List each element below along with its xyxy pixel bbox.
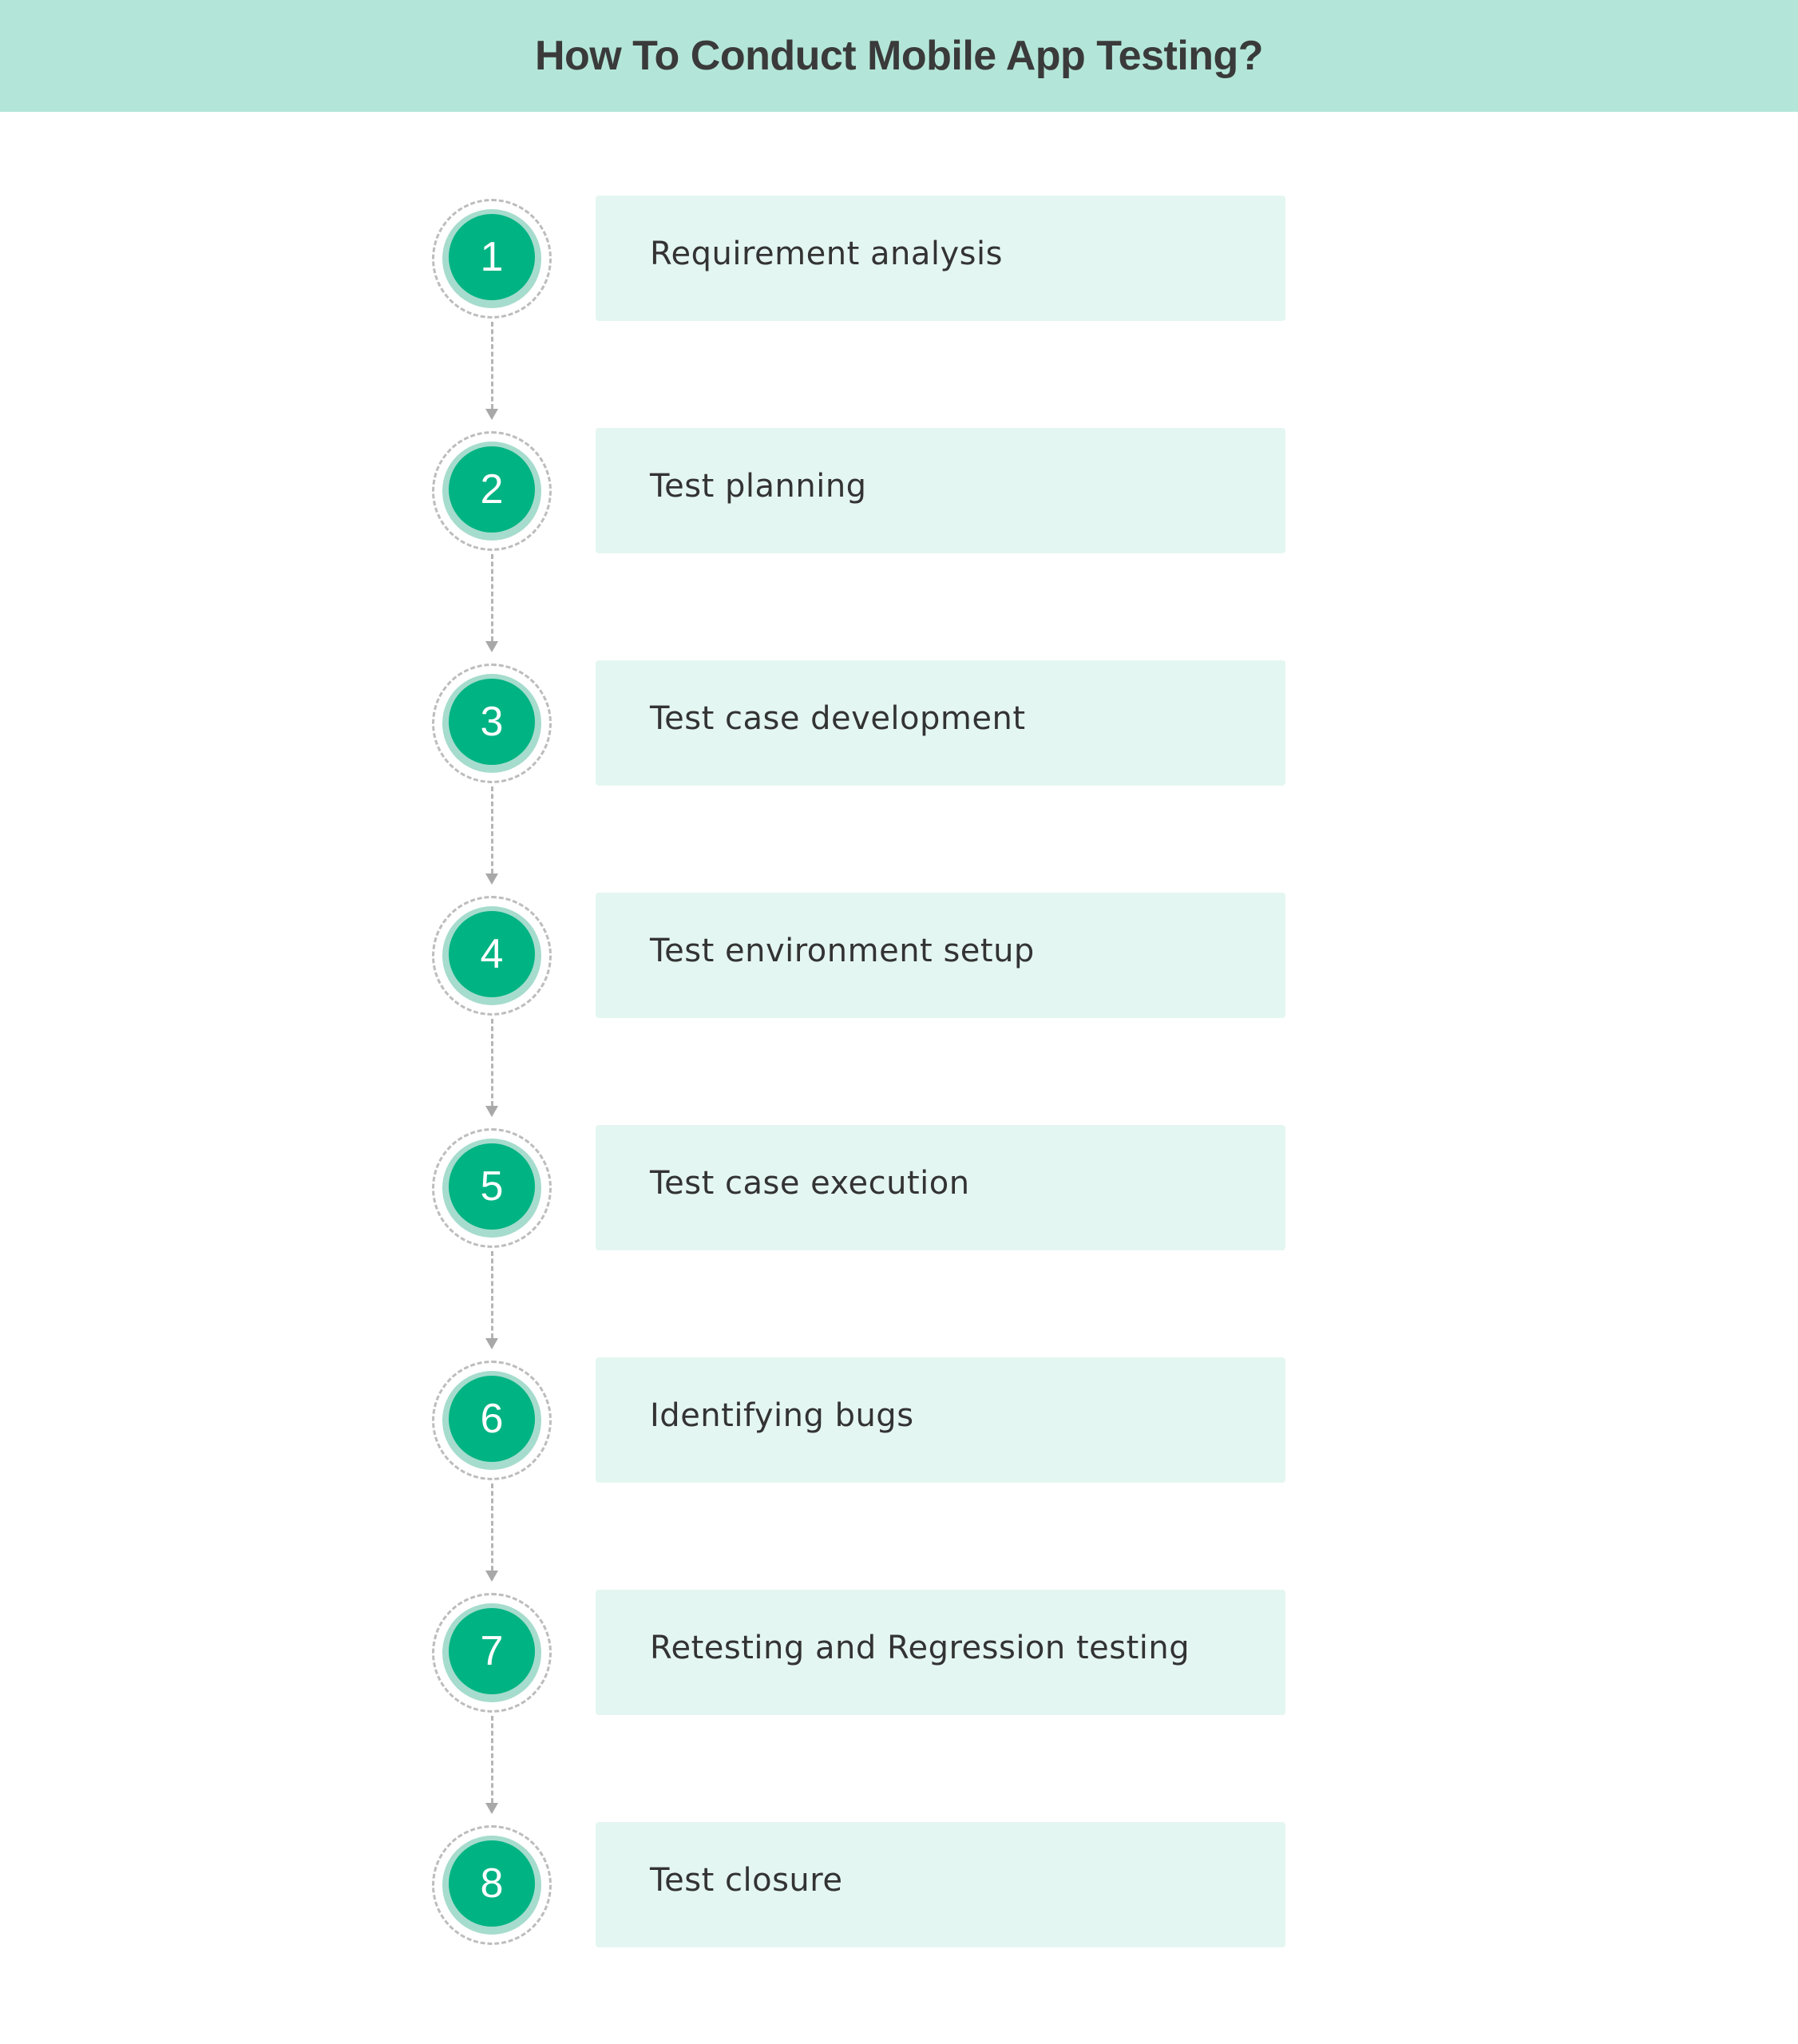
arrow-down-icon xyxy=(485,1338,498,1349)
arrow-down-icon xyxy=(485,1803,498,1814)
step-connector-line xyxy=(491,1483,493,1571)
step-label: Test planning xyxy=(650,467,867,505)
step-circle-ring xyxy=(442,209,541,308)
arrow-down-icon xyxy=(485,641,498,652)
step-circle-ring xyxy=(442,1139,541,1238)
step-number-badge: 4 xyxy=(449,911,535,997)
step-circle-outline xyxy=(432,1361,552,1480)
step-number-badge: 2 xyxy=(449,446,535,533)
step-box xyxy=(596,196,1285,321)
step-box xyxy=(596,1125,1285,1250)
step-label: Test case development xyxy=(650,699,1026,737)
arrow-down-icon xyxy=(485,1106,498,1117)
step-label: Retesting and Regression testing xyxy=(650,1629,1190,1666)
step-label: Identifying bugs xyxy=(650,1396,914,1434)
step-connector-line xyxy=(491,1716,493,1803)
step-box xyxy=(596,1590,1285,1715)
step-box xyxy=(596,428,1285,553)
step-connector-line xyxy=(491,554,493,641)
step-circle-outline xyxy=(432,1825,552,1945)
step-number-badge: 8 xyxy=(449,1840,535,1927)
step-circle-outline xyxy=(432,1593,552,1713)
step-circle-ring xyxy=(442,442,541,541)
arrow-down-icon xyxy=(485,1571,498,1582)
step-number-badge: 1 xyxy=(449,214,535,300)
step-circle-outline xyxy=(432,1128,552,1248)
step-label: Test closure xyxy=(650,1861,843,1899)
step-box xyxy=(596,1357,1285,1483)
step-box xyxy=(596,660,1285,786)
step-label: Test environment setup xyxy=(650,932,1035,969)
step-circle-ring xyxy=(442,1603,541,1702)
step-circle-ring xyxy=(442,906,541,1005)
step-connector-line xyxy=(491,786,493,873)
step-number-badge: 7 xyxy=(449,1608,535,1694)
step-circle-ring xyxy=(442,1371,541,1470)
header-banner xyxy=(0,0,1798,112)
page-title: How To Conduct Mobile App Testing? xyxy=(534,33,1264,79)
step-connector-line xyxy=(491,1251,493,1338)
step-circle-outline xyxy=(432,199,552,319)
step-circle-outline xyxy=(432,896,552,1016)
step-number-badge: 5 xyxy=(449,1143,535,1230)
step-box xyxy=(596,893,1285,1018)
step-circle-ring xyxy=(442,1836,541,1935)
step-number-badge: 6 xyxy=(449,1376,535,1462)
step-box xyxy=(596,1822,1285,1947)
step-circle-ring xyxy=(442,674,541,773)
arrow-down-icon xyxy=(485,873,498,885)
step-connector-line xyxy=(491,322,493,409)
step-circle-outline xyxy=(432,664,552,783)
arrow-down-icon xyxy=(485,409,498,420)
step-connector-line xyxy=(491,1019,493,1106)
step-circle-outline xyxy=(432,431,552,551)
step-label: Test case execution xyxy=(650,1164,970,1202)
step-label: Requirement analysis xyxy=(650,235,1003,272)
step-number-badge: 3 xyxy=(449,679,535,765)
